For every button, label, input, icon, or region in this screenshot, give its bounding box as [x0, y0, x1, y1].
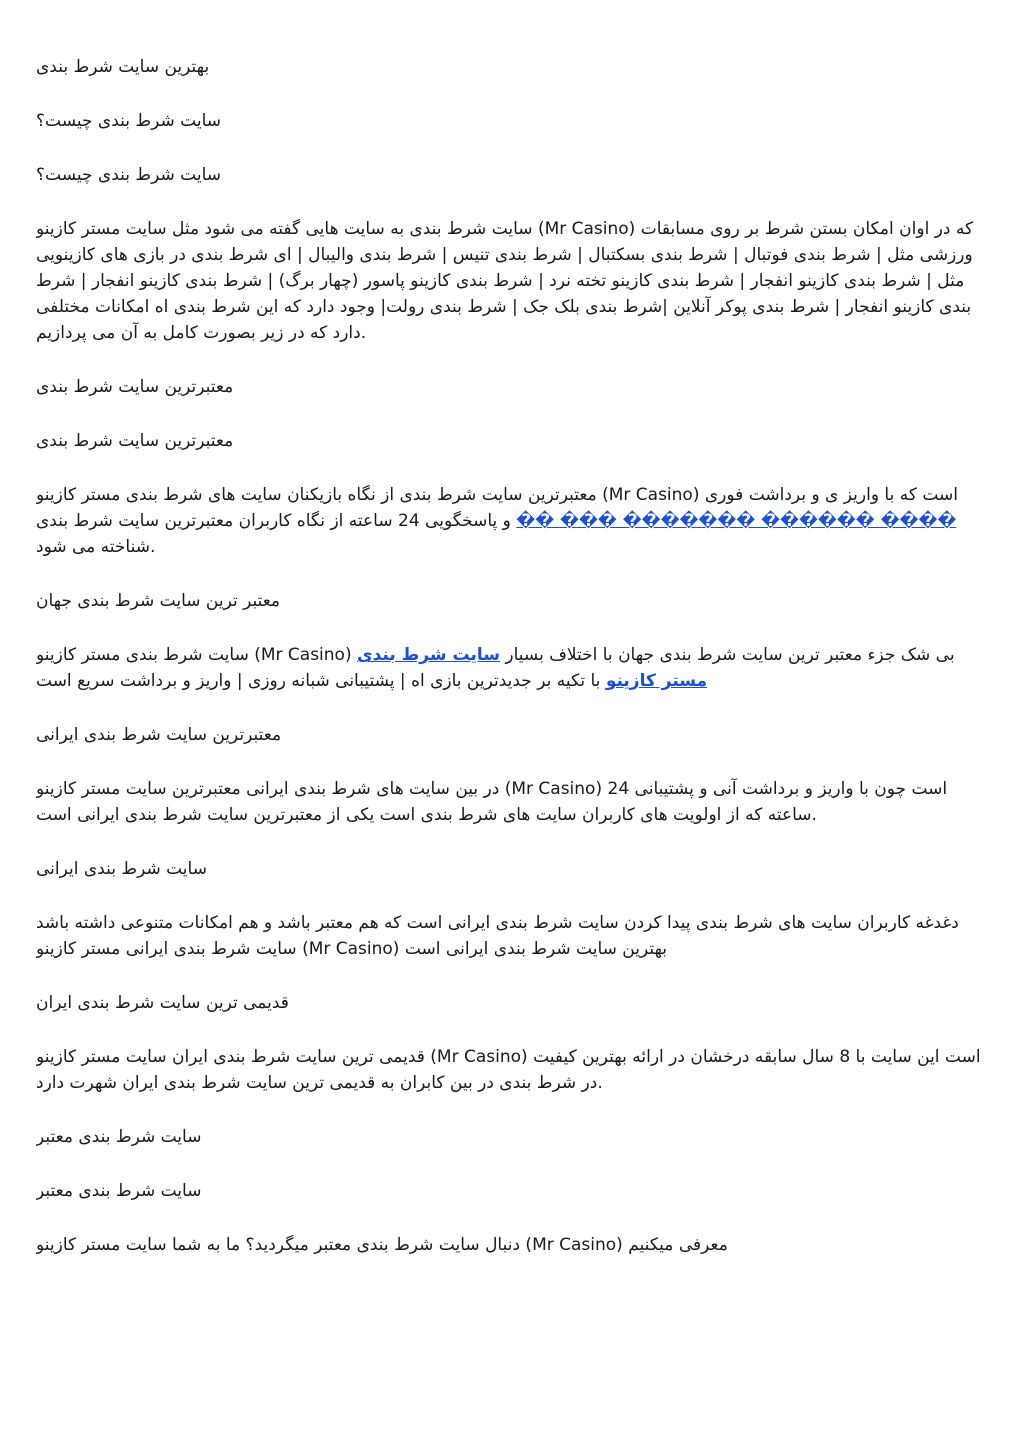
paragraph-most-reliable-iranian: در بین سایت های شرط بندی ایرانی معتبرترین سایت مستر کازینو (Mr Casino) است چون با واریز و برداشت آنی و پشتیبانی 24 ساعته که از اولویت های کاربران سایت های شرط بندی است یکی از معتبرترین سایت شرط بندی ایرانی است. [36, 779, 948, 825]
heading-most-reliable: معتبرترین سایت شرط بندی [36, 377, 234, 397]
paragraph-iranian-betting-site: دغدغه کاربران سایت های شرط بندی پیدا کردن سایت شرط بندی ایرانی است که هم معتبر باشد و هم امکانات متنوعی داشته باشد سایت شرط بندی ایرانی مستر کازینو (Mr Casino) بهترین سایت شرط بندی ایرانی است [36, 913, 959, 959]
paragraph-text: و پاسخگویی 24 ساعته از نگاه کاربران معتبرترین سایت شرط بندی شناخته می شود. [36, 511, 517, 557]
paragraph-most-reliable [36, 482, 988, 560]
heading-most-reliable-iranian: معتبرترین سایت شرط بندی ایرانی [36, 725, 282, 745]
paragraph-text: با تکیه بر جدیدترین بازی اه | پشتیبانی شبانه روزی | واریز و برداشت سریع است [36, 671, 606, 691]
document-page [36, 54, 988, 1449]
inline-link-mr-casino[interactable]: سایت شرط بندی مستر کازینو [357, 645, 708, 691]
inline-link-garbled[interactable]: ���� ������ ������� ��� �� [516, 511, 957, 531]
heading-what-is-betting-site-repeat: سایت شرط بندی چیست؟ [36, 165, 222, 185]
heading-best-betting-site: بهترین سایت شرط بندی [36, 57, 210, 77]
paragraph-looking-for-reliable: دنبال سایت شرط بندی معتبر میگردید؟ ما به شما سایت مستر کازینو (Mr Casino) معرفی میکنیم [36, 1235, 728, 1255]
heading-oldest-iran: قدیمی ترین سایت شرط بندی ایران [36, 993, 289, 1013]
heading-most-reliable-world: معتبر ترین سایت شرط بندی جهان [36, 591, 281, 611]
heading-reliable-betting-site: سایت شرط بندی معتبر [36, 1127, 202, 1147]
paragraph-oldest-iran: قدیمی ترین سایت شرط بندی ایران سایت مستر کازینو (Mr Casino) است این سایت با 8 سال سابقه درخشان در ارائه بهترین کیفیت در شرط بندی در بین کابران به قدیمی ترین سایت شرط بندی ایران شهرت دارد. [36, 1047, 981, 1093]
paragraph-text: معتبرترین سایت شرط بندی از نگاه بازیکنان سایت های شرط بندی مستر کازینو (Mr Casino) است که با واریز ی و برداشت فوری [36, 485, 959, 505]
heading-most-reliable-repeat: معتبرترین سایت شرط بندی [36, 431, 234, 451]
heading-reliable-betting-site-repeat: سایت شرط بندی معتبر [36, 1181, 202, 1201]
paragraph-intro: سایت شرط بندی به سایت هایی گفته می شود مثل سایت مستر کازینو (Mr Casino) که در اوان امکان بستن شرط بر روی مسابقات ورزشی مثل | شرط بندی فوتبال | شرط بندی بسکتبال | شرط بندی تنیس | شرط بندی والیبال | ای شرط بندی در بازی های کازینویی مثل | شرط بندی کازینو انفجار | شرط بندی کازینو تخته نرد | شرط بندی کازینو پاسور (چهار برگ) | شرط بندی کازینو انفجار | شرط بندی کازینو انفجار | شرط بندی پوکر آنلاین |شرط بندی بلک جک | شرط بندی رولت| وجود دارد که این شرط بندی اه امکانات مختلفی دارد که در زیر بصورت کامل به آن می پردازیم. [36, 219, 974, 343]
paragraph-text: سایت شرط بندی مستر کازینو (Mr Casino) بی شک جزء معتبر ترین سایت شرط بندی جهان با اختلاف بسیار [36, 645, 955, 665]
heading-iranian-betting-site: سایت شرط بندی ایرانی [36, 859, 207, 879]
heading-what-is-betting-site: سایت شرط بندی چیست؟ [36, 111, 222, 131]
paragraph-most-reliable-world [36, 642, 988, 694]
